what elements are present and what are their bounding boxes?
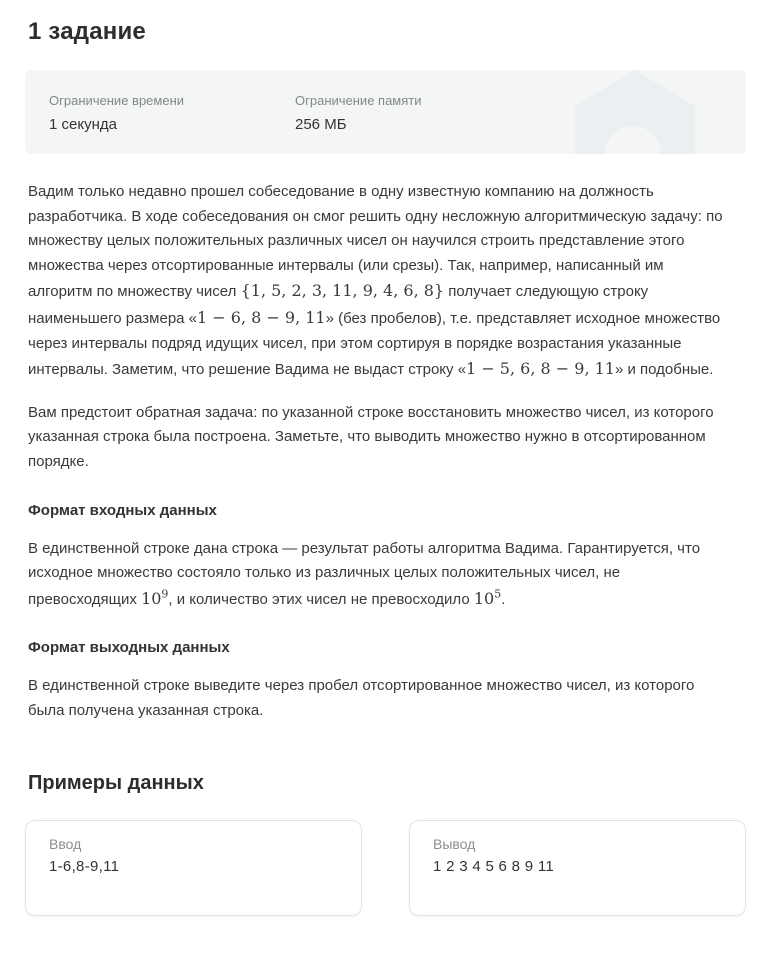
input-format-text: . xyxy=(501,590,506,608)
constraints-panel xyxy=(25,70,746,154)
math-base: 10 xyxy=(473,588,495,608)
math-wrong-string: 1 − 5, 6, 8 − 9, 11 xyxy=(466,359,615,379)
memory-limit-label: Ограничение памяти xyxy=(295,93,422,108)
statement-text: » (без пробелов), т.е. представляет исходное множество через интервалы подряд идущих чисел, при этом сортируя в порядке возрастания указанные интервалы. Заметим, что решение Вадима не выдаст строку « xyxy=(28,309,721,379)
input-format-text: В единственной строке дана строка — результат работы алгоритма Вадима. Гарантируется, что исходное множество состояло только из различных целых положительных чисел, не превосходящих xyxy=(28,539,701,608)
house-watermark-icon xyxy=(570,70,700,154)
example-input-box xyxy=(25,820,362,916)
input-format-text: , и количество этих чисел не превосходило xyxy=(168,590,474,608)
statement-paragraph-1 xyxy=(28,180,728,383)
memory-limit-value: 256 МБ xyxy=(295,116,347,133)
math-ten-to-ninth xyxy=(141,589,168,608)
time-limit xyxy=(49,93,295,133)
time-limit-value: 1 секунда xyxy=(49,116,117,133)
output-format-heading: Формат выходных данных xyxy=(28,639,230,657)
time-limit-label: Ограничение времени xyxy=(49,93,185,108)
math-exponent: 5 xyxy=(494,587,502,601)
math-set-literal: {1, 5, 2, 3, 11, 9, 4, 6, 8} xyxy=(240,281,445,301)
math-ten-to-fifth xyxy=(474,589,501,608)
example-output-value: 1 2 3 4 5 6 8 9 11 xyxy=(433,857,555,875)
problem-statement xyxy=(25,180,746,724)
page-title: 1 задание xyxy=(28,18,146,45)
math-interval-string: 1 − 6, 8 − 9, 11 xyxy=(197,307,326,327)
input-format-paragraph xyxy=(28,537,728,613)
math-base: 10 xyxy=(141,588,162,608)
example-input-label: Ввод xyxy=(49,835,82,852)
statement-paragraph-2: Вам предстоит обратная задача: по указанной строке восстановить множество чисел, из которого указанная строка была построена. Заметьте, что выводить множество нужно в отсортированном порядке. xyxy=(28,403,714,470)
output-format-paragraph: В единственной строке выведите через пробел отсортированное множество чисел, из которого была получена указанная строка. xyxy=(28,677,695,719)
example-output-box xyxy=(409,820,746,916)
input-format-heading: Формат входных данных xyxy=(28,501,217,519)
memory-limit xyxy=(295,93,541,133)
example-output-label: Вывод xyxy=(433,835,476,852)
statement-text: получает следующую строку наименьшего размера « xyxy=(28,283,649,327)
statement-text: » и подобные. xyxy=(614,361,714,379)
example-input-value: 1-6,8-9,11 xyxy=(49,857,120,875)
examples-row xyxy=(25,820,746,916)
math-exponent: 9 xyxy=(161,587,169,601)
statement-text: Вадим только недавно прошел собеседование в одну известную компанию на должность разработчика. В ходе собеседования он смог решить одну несложную алгоритмическую задачу: по множеству целых положительных различных чисел он научился строить представление этого множества через отсортированные интервалы (или срезы). Так, например, написанный им алгоритм по множеству чисел xyxy=(28,183,723,301)
examples-heading: Примеры данных xyxy=(28,771,204,794)
